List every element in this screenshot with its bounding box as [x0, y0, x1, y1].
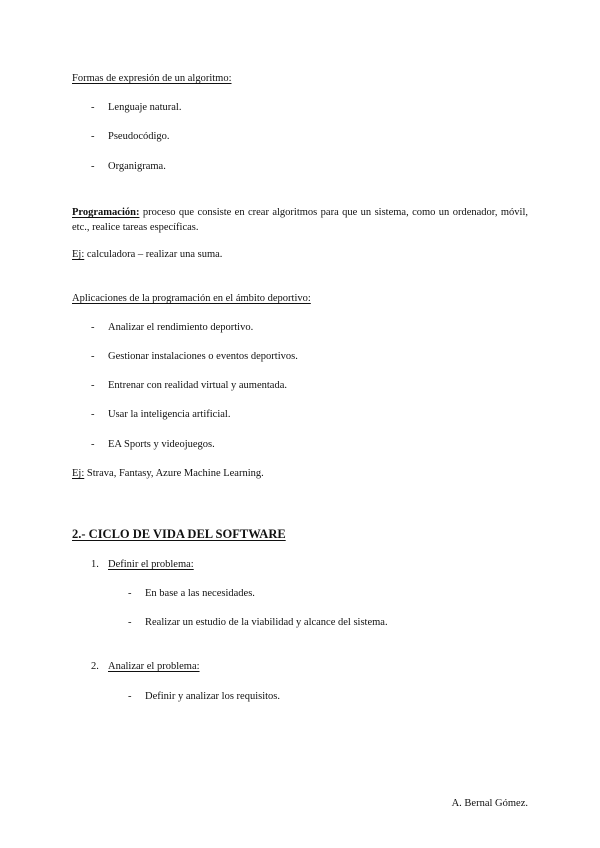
- example-label: Ej:: [72, 249, 85, 260]
- step-number: 2.: [91, 661, 99, 672]
- aplicaciones-item: Entrenar con realidad virtual y aumentada.: [108, 380, 288, 391]
- aplicaciones-item: EA Sports y videojuegos.: [108, 439, 215, 450]
- formas-item: Lenguaje natural.: [108, 102, 182, 113]
- bullet-dash: -: [91, 409, 95, 420]
- step-item: En base a las necesidades.: [145, 588, 255, 599]
- aplicaciones-item: Usar la inteligencia artificial.: [108, 409, 231, 420]
- programacion-paragraph: [72, 205, 528, 235]
- bullet-dash: -: [128, 588, 132, 599]
- footer-author: A. Bernal Gómez.: [451, 798, 528, 809]
- programacion-term: Programación:: [72, 207, 140, 218]
- example-text: Strava, Fantasy, Azure Machine Learning.: [84, 468, 264, 479]
- aplicaciones-item: Analizar el rendimiento deportivo.: [108, 322, 254, 333]
- bullet-dash: -: [91, 161, 95, 172]
- section-heading: 2.- CICLO DE VIDA DEL SOFTWARE: [72, 527, 286, 541]
- step-item: Realizar un estudio de la viabilidad y alcance del sistema.: [145, 617, 388, 628]
- bullet-dash: -: [91, 322, 95, 333]
- example-label: Ej:: [72, 468, 85, 479]
- bullet-dash: -: [91, 131, 95, 142]
- bullet-dash: -: [91, 102, 95, 113]
- programacion-text: proceso que consiste en crear algoritmos para que un sistema, como un ordenador, móvil, etc., realice tareas específicas.: [72, 207, 528, 233]
- bullet-dash: -: [128, 691, 132, 702]
- step-number: 1.: [91, 559, 99, 570]
- example-text: calculadora – realizar una suma.: [84, 249, 223, 260]
- aplicaciones-title: Aplicaciones de la programación en el ámbito deportivo:: [72, 293, 311, 304]
- programacion-example: [72, 249, 222, 260]
- aplicaciones-example: [72, 468, 264, 479]
- aplicaciones-item: Gestionar instalaciones o eventos deportivos.: [108, 351, 298, 362]
- formas-item: Organigrama.: [108, 161, 166, 172]
- step-item: Definir y analizar los requisitos.: [145, 691, 281, 702]
- bullet-dash: -: [91, 351, 95, 362]
- formas-title: Formas de expresión de un algoritmo:: [72, 73, 232, 84]
- formas-item: Pseudocódigo.: [108, 131, 170, 142]
- bullet-dash: -: [91, 380, 95, 391]
- step-title: Definir el problema:: [108, 559, 194, 570]
- bullet-dash: -: [128, 617, 132, 628]
- bullet-dash: -: [91, 439, 95, 450]
- step-title: Analizar el problema:: [108, 661, 200, 672]
